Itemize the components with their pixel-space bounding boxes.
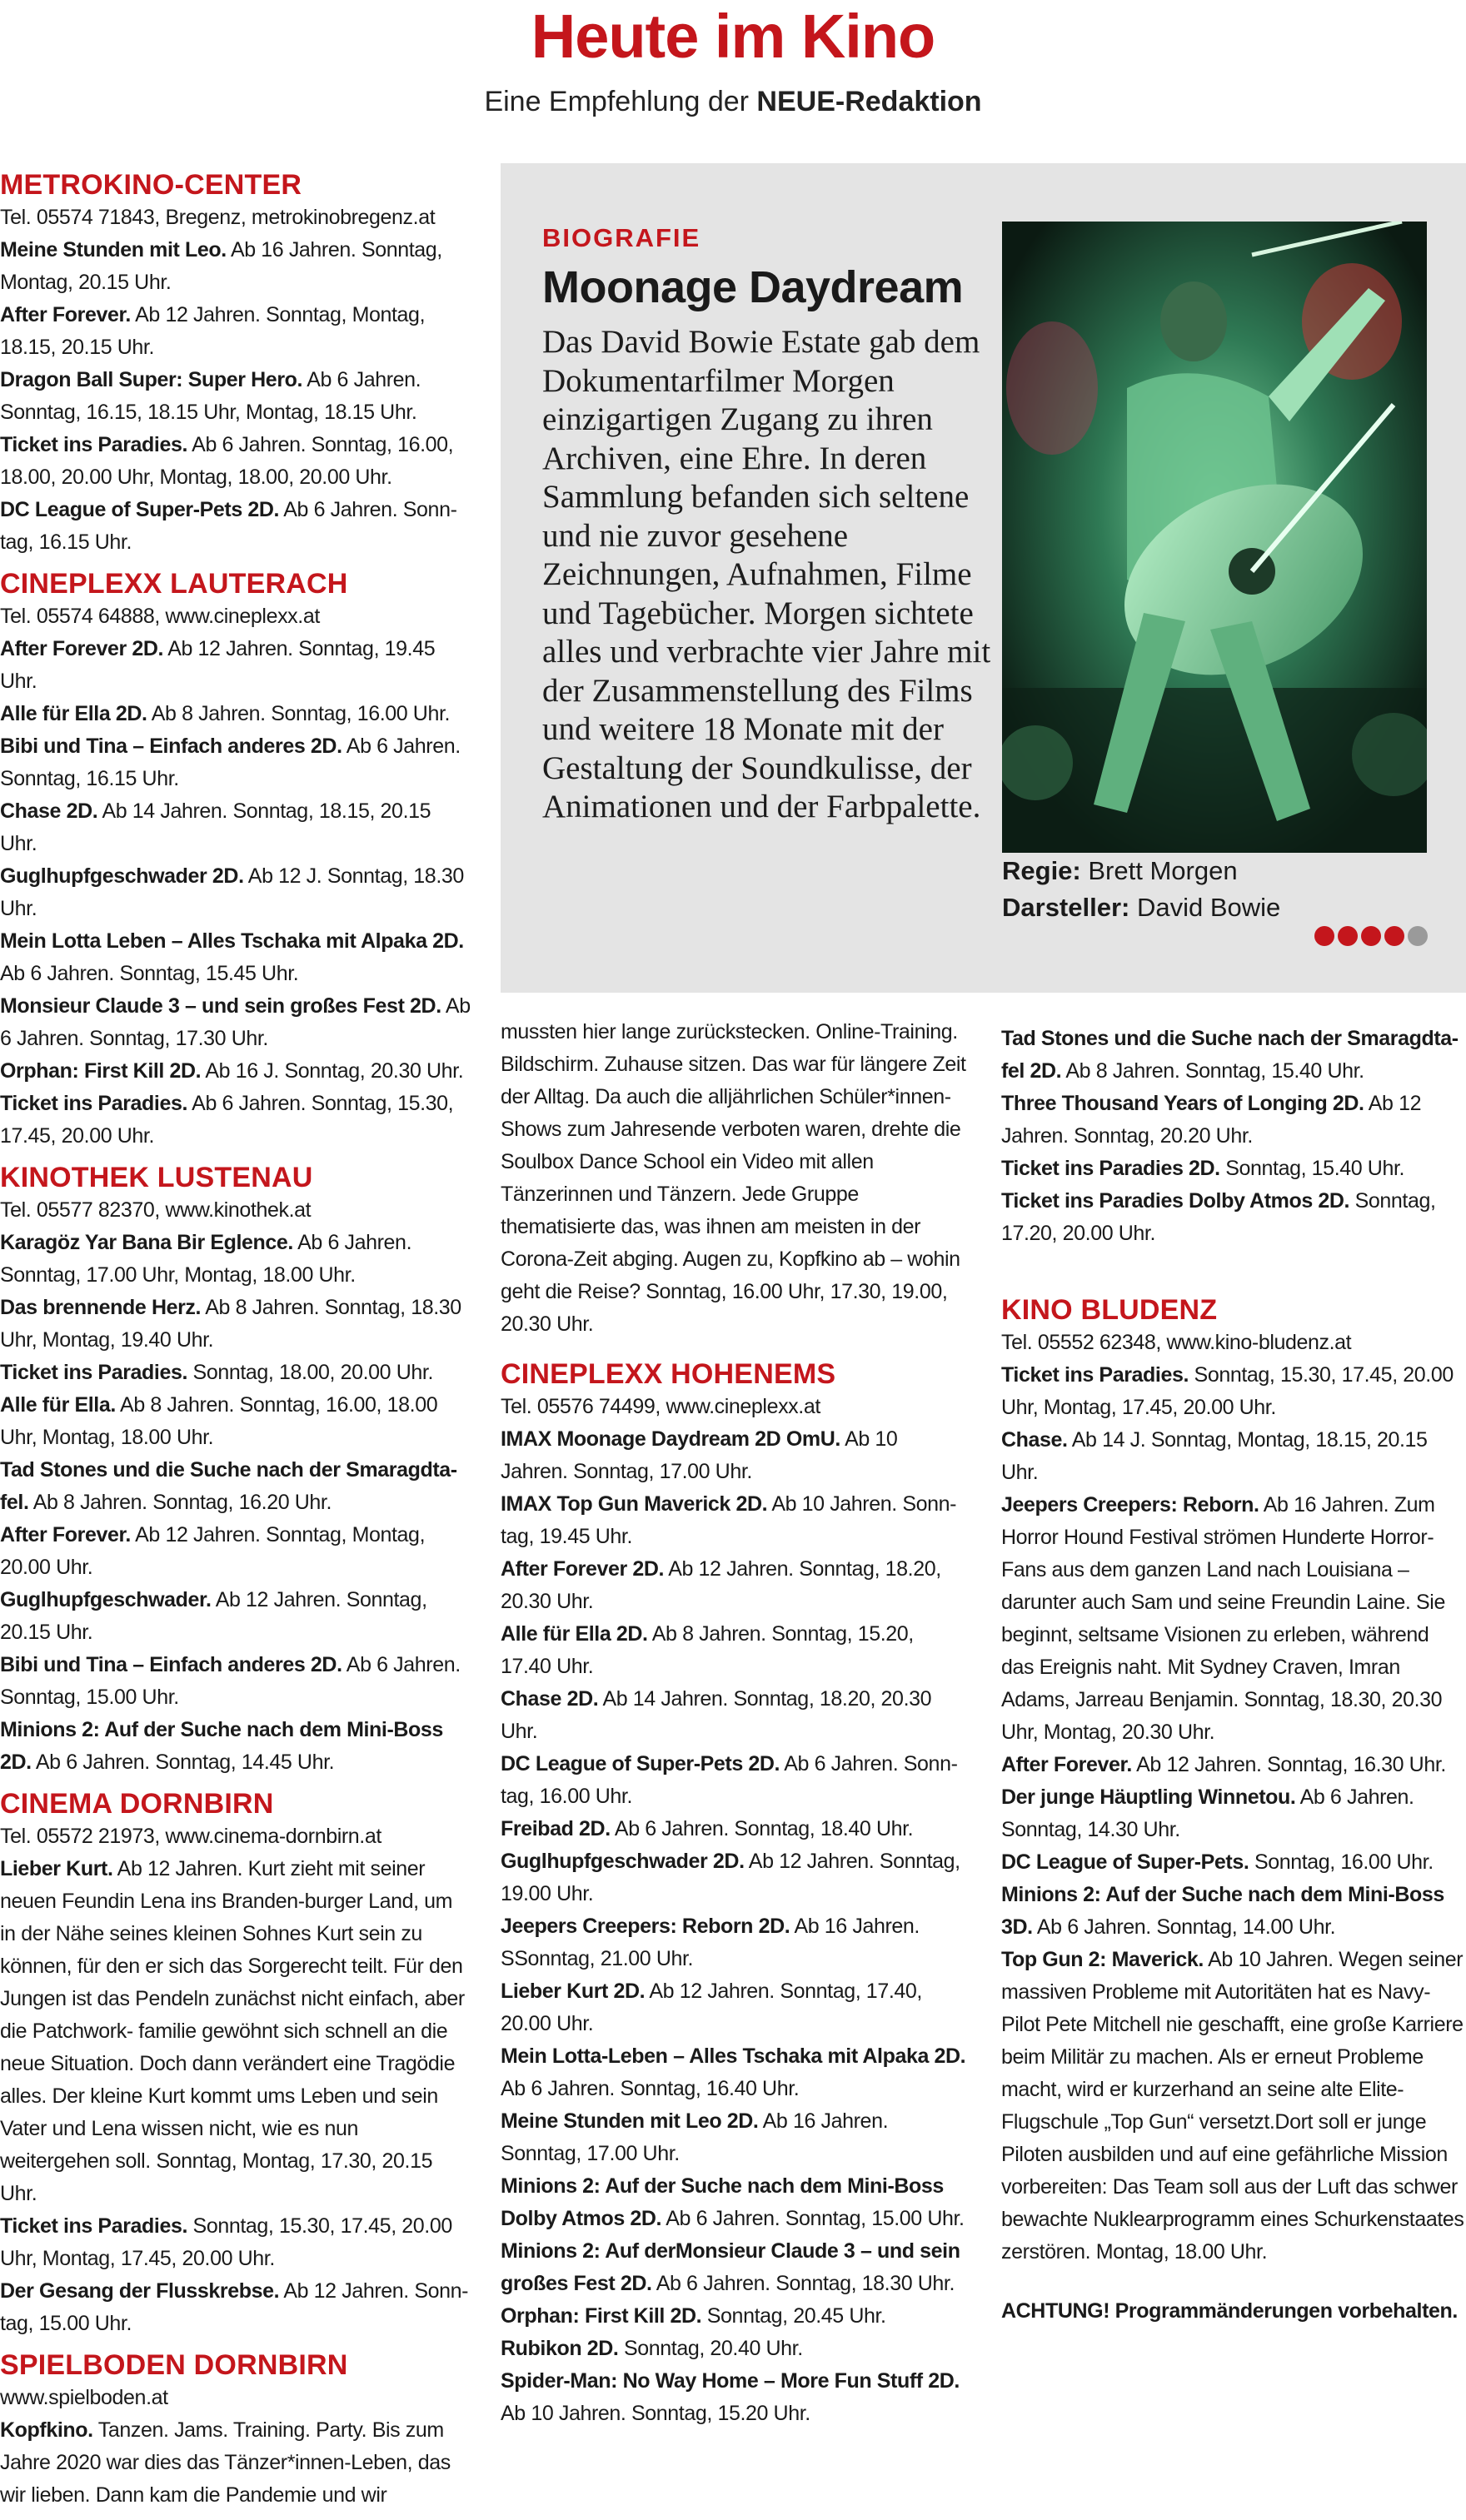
film-info: Ab 6 Jahren. Sonntag, 16.40 Uhr. <box>501 2077 800 2100</box>
film-title: Monsieur Claude 3 – und sein großes Fest 2D. <box>0 994 441 1018</box>
film-title: Karagöz Yar Bana Bir Eglence. <box>0 1231 293 1254</box>
film-title: Top Gun 2: Maverick. <box>1001 1948 1204 1971</box>
film-info: Ab 8 Jahren. Sonntag, 15.20, 17.40 Uhr. <box>501 1622 914 1678</box>
film-info: Ab 16 Jahren. Zum Horror Hound Festival strömen Hunderte Horror-Fans aus dem ganzen Land nach Louisiana – darunter auch Sam und seine Freundin Laine. Sie beginnt, seltsame Visionen zu erleben, während das Ereignis naht. Mit Sydney Craven, Imran Adams, Jarreau Benjamin. Sonntag, 18.30, 20.30 Uhr, Montag, 20.30 Uhr. <box>1001 1493 1445 1744</box>
listing-entry <box>501 1813 968 1845</box>
film-title: Minions 2: Auf der Suche nach dem Mini-Boss 2D. <box>0 1718 443 1774</box>
subtitle-brand: NEUE-Redaktion <box>756 86 982 117</box>
film-info: Ab 6 Jahren. Sonntag, 16.15, 18.15 Uhr, Montag, 18.15 Uhr. <box>0 368 421 424</box>
film-title: IMAX Top Gun Maverick 2D. <box>501 1492 768 1516</box>
listing-entry <box>0 1853 471 2210</box>
cinema-contact: www.spielboden.at <box>0 2386 168 2409</box>
cinema-contact: Tel. 05577 82370, www.kinothek.at <box>0 1198 312 1222</box>
film-info: Ab 12 Jahren. Sonntag, 19.45 Uhr. <box>0 637 436 693</box>
film-title: Der Gesang der Flusskrebse. <box>0 2279 280 2303</box>
film-title: Alle für Ella 2D. <box>0 702 147 725</box>
film-title: Mein Lotta Leben – Alles Tschaka mit Alpaka 2D. <box>0 929 464 953</box>
cinema-contact: Tel. 05574 71843, Bregenz, metrokinobregenz.at <box>0 206 436 229</box>
spacer <box>1001 1250 1464 1288</box>
listing-entry <box>0 698 471 730</box>
listing-entry <box>0 633 471 698</box>
listing-entry <box>501 1748 968 1813</box>
film-title: Das brennende Herz. <box>0 1296 202 1319</box>
listing-entry <box>0 1055 471 1088</box>
film-title: Alle für Ella 2D. <box>501 1622 648 1646</box>
feature-title: Moonage Daydream <box>542 262 964 312</box>
film-title: Minions 2: Auf der Suche nach dem Mini-Boss 3D. <box>1001 1883 1444 1939</box>
film-title: Orphan: First Kill 2D. <box>501 2304 702 2328</box>
film-title: Ticket ins Paradies. <box>0 1092 187 1115</box>
film-info: Sonntag, 15.30, 17.45, 20.00 Uhr, Montag, 17.45, 20.00 Uhr. <box>0 2214 452 2270</box>
listing-entry <box>1001 1749 1464 1781</box>
film-info: Tanzen. Jams. Training. Party. Bis zum Jahre 2020 war dies das Tänzer*innen-Leben, das wir lieben. Dann kam die Pandemie und wir <box>0 2418 451 2507</box>
film-info: Ab 10 Jahren. Sonntag, 17.00 Uhr. <box>501 1427 898 1483</box>
film-title: Guglhupfgeschwader 2D. <box>501 1850 745 1873</box>
film-title: Ticket ins Paradies 2D. <box>1001 1157 1220 1180</box>
film-info: Ab 6 Jahren. Sonntag, 16.15 Uhr. <box>0 498 457 554</box>
listing-entry <box>0 730 471 795</box>
film-info: Ab 6 Jahren. Sonntag, 18.40 Uhr. <box>610 1817 914 1840</box>
cinema-block <box>0 1161 471 1779</box>
page-subtitle <box>0 83 1466 120</box>
listing-entry <box>501 1910 968 1975</box>
listing-entry <box>501 1423 968 1488</box>
rating-dot <box>1314 926 1334 946</box>
listings-column-1 <box>0 163 471 2520</box>
rating-dot <box>1384 926 1404 946</box>
listing-entry <box>0 1389 471 1454</box>
listing-entry <box>0 925 471 990</box>
listing-entry <box>0 494 471 559</box>
film-title: Ticket ins Paradies. <box>0 433 187 456</box>
cinema-name: CINEPLEXX LAUTERACH <box>0 568 348 600</box>
film-info: Ab 12 Jahren. Sonntag, 16.30 Uhr. <box>1131 1753 1446 1776</box>
cinema-contact: Tel. 05572 21973, www.cinema-dornbirn.at <box>0 1825 381 1848</box>
film-title: Minions 2: Auf der Suche nach dem Mini-Boss Dolby Atmos 2D. <box>501 2174 944 2230</box>
film-title: Jeepers Creepers: Reborn 2D. <box>501 1915 790 1938</box>
cinema-block <box>0 567 471 1153</box>
film-title: After Forever. <box>0 303 131 326</box>
listing-entry <box>0 1454 471 1519</box>
film-info: Ab 6 Jahren. Sonntag, 15.00 Uhr. <box>0 1653 461 1709</box>
film-info: Ab 12 Jahren. Sonntag, Montag, 20.00 Uhr. <box>0 1523 426 1579</box>
film-title: Tad Stones und die Suche nach der Smaragdtafel. <box>0 1458 458 1514</box>
listings-column-3 <box>1001 1023 1464 2328</box>
rating-dots <box>1314 926 1431 949</box>
program-change-notice: ACHTUNG! Programmänderungen vorbehalten. <box>1001 2299 1458 2323</box>
film-title: DC League of Super-Pets. <box>1001 1850 1249 1874</box>
director-label: Regie: <box>1002 856 1081 885</box>
film-info: Ab 12 Jahren. Sonntag, Montag, 18.15, 20.15 Uhr. <box>0 303 426 359</box>
film-title: After Forever. <box>1001 1753 1132 1776</box>
film-title: Guglhupfgeschwader 2D. <box>0 864 244 888</box>
cinema-block <box>0 2348 471 2512</box>
cinema-name: KINO BLUDENZ <box>1001 1294 1218 1326</box>
cinema-name: CINEMA DORNBIRN <box>0 1788 274 1820</box>
listing-entry <box>0 1519 471 1584</box>
listing-entry <box>501 2105 968 2170</box>
spacer <box>1001 2277 1464 2295</box>
director-name: Brett Morgen <box>1088 856 1238 885</box>
spacer <box>501 1341 968 1352</box>
film-info: Ab 6 Jahren. Sonntag, 15.00 Uhr. <box>661 2207 965 2230</box>
film-info: Ab 12 Jahren. Kurt zieht mit seiner neuen Feundin Lena ins Branden-burger Land, um in der Nähe seines kleinen Sohnes Kurt sein zu können, für den er sich das Sorgerecht teilt. Für den Jungen ist das Pendeln zunächst nicht einfach, aber die Patchwork- familie gewöhnt sich schnell an die neue Situation. Doch dann verändert eine Tragödie alles. Der kleine Kurt kommt ums Leben und sein Vater und Lena wissen nicht, wie es nun weitergehen soll. Sonntag, Montag, 17.30, 20.15 Uhr. <box>0 1857 465 2205</box>
film-info: Ab 8 Jahren. Sonntag, 15.40 Uhr. <box>1061 1059 1364 1083</box>
listing-entry <box>0 2275 471 2340</box>
film-title: Tad Stones und die Suche nach der Smaragdtafel 2D. <box>1001 1027 1459 1083</box>
subtitle-prefix: Eine Empfehlung der <box>484 86 757 117</box>
feature-box <box>501 163 1466 993</box>
film-info: Ab 6 Jahren. Sonntag, 16.00, 18.00, 20.00 Uhr, Montag, 18.00, 20.00 Uhr. <box>0 433 454 489</box>
listing-entry <box>501 1618 968 1683</box>
listing-entry <box>501 2235 968 2300</box>
listing-entry <box>0 860 471 925</box>
listing-entry <box>501 1975 968 2040</box>
listing-entry <box>501 1488 968 1553</box>
film-title: Rubikon 2D. <box>501 2337 619 2360</box>
film-info: Ab 8 Jahren. Sonntag, 18.30 Uhr, Montag, 19.40 Uhr. <box>0 1296 461 1352</box>
rating-dot <box>1338 926 1358 946</box>
film-title: IMAX Moonage Daydream 2D OmU. <box>501 1427 840 1451</box>
film-title: Meine Stunden mit Leo 2D. <box>501 2109 759 2133</box>
film-title: Lieber Kurt. <box>0 1857 113 1880</box>
film-info: Sonntag, 20.45 Uhr. <box>701 2304 886 2328</box>
cinema-name: METROKINO-CENTER <box>0 169 302 201</box>
cinema-block <box>0 168 471 559</box>
listing-entry <box>0 1584 471 1649</box>
film-info: Ab 6 Jahren. Sonntag, 15.30, 17.45, 20.00 Uhr. <box>0 1092 454 1148</box>
cast-label: Darsteller: <box>1002 893 1130 922</box>
film-info: Ab 12 Jahren. Sonntag, 20.15 Uhr. <box>0 1588 427 1644</box>
listing-entry <box>1001 1846 1464 1879</box>
film-info: Ab 16 Jahren. SSonntag, 21.00 Uhr. <box>501 1915 920 1970</box>
film-title: Chase 2D. <box>0 799 98 823</box>
film-info: Ab 14 J. Sonntag, Montag, 18.15, 20.15 Uhr. <box>1001 1428 1428 1484</box>
film-title: Ticket ins Paradies. <box>1001 1363 1189 1387</box>
listing-entry <box>501 1553 968 1618</box>
film-info: Ab 6 Jahren. Sonntag, 18.30 Uhr. <box>651 2272 955 2295</box>
film-title: Minions 2: Auf derMonsieur Claude 3 – und sein großes Fest 2D. <box>501 2239 960 2295</box>
film-title: Kopfkino. <box>0 2418 93 2442</box>
film-title: Three Thousand Years of Longing 2D. <box>1001 1092 1364 1115</box>
film-title: Freibad 2D. <box>501 1817 611 1840</box>
listing-entry <box>501 1683 968 1748</box>
listing-entry <box>0 1357 471 1389</box>
film-info: Ab 6 Jahren. Sonntag, 16.00 Uhr. <box>501 1752 958 1808</box>
film-info: Ab 6 Jahren. Sonntag, 15.45 Uhr. <box>0 962 299 985</box>
listing-entry <box>501 2333 968 2365</box>
film-info: Ab 6 Jahren. Sonntag, 17.00 Uhr, Montag, 18.00 Uhr. <box>0 1231 412 1287</box>
cast-name: David Bowie <box>1136 893 1281 922</box>
film-info: Ab 14 Jahren. Sonntag, 18.20, 20.30 Uhr. <box>501 1687 932 1743</box>
film-title: Ticket ins Paradies. <box>0 2214 187 2238</box>
film-info: Ab 12 Jahren. Sonntag, 15.00 Uhr. <box>0 2279 469 2335</box>
film-title: Orphan: First Kill 2D. <box>0 1059 202 1083</box>
feature-credits <box>1002 853 1427 926</box>
feature-text <box>542 222 1017 827</box>
film-info: Sonntag, 16.00 Uhr. <box>1249 1850 1434 1874</box>
film-info: Ab 8 Jahren. Sonntag, 16.00, 18.00 Uhr, Montag, 18.00 Uhr. <box>0 1393 438 1449</box>
film-info: Sonntag, 15.30, 17.45, 20.00 Uhr, Montag, 17.45, 20.00 Uhr. <box>1001 1363 1454 1419</box>
rating-dot <box>1408 926 1428 946</box>
listing-entry <box>0 429 471 494</box>
film-info: Ab 16 Jahren. Sonntag, 17.00 Uhr. <box>501 2109 889 2165</box>
film-title: DC League of Super-Pets 2D. <box>501 1752 780 1775</box>
cinema-name: SPIELBODEN DORNBIRN <box>0 2349 348 2381</box>
listing-entry <box>0 1088 471 1153</box>
feature-category: BIOGRAFIE <box>542 223 701 252</box>
film-title: Ticket ins Paradies. <box>0 1361 187 1384</box>
listing-entry <box>1001 1879 1464 1944</box>
film-title: DC League of Super-Pets 2D. <box>0 498 280 521</box>
film-title: After Forever 2D. <box>0 637 164 660</box>
listing-entry <box>0 1649 471 1714</box>
film-info: Ab 10 Jahren. Sonntag, 15.20 Uhr. <box>501 2402 810 2425</box>
listing-entry <box>0 2210 471 2275</box>
listing-entry <box>0 1714 471 1779</box>
film-title: Ticket ins Paradies Dolby Atmos 2D. <box>1001 1189 1350 1213</box>
listing-entry <box>501 2170 968 2235</box>
film-info: Sonntag, 17.20, 20.00 Uhr. <box>1001 1189 1436 1245</box>
film-info: Ab 10 Jahren. Wegen seiner massiven Probleme mit Autoritäten hat es Navy-Pilot Pete Mitchell nie geschafft, eine große Karriere beim Militär zu machen. Als er erneut Probleme macht, wird er kurzerhand an seine alte Elite-Flugschule „Top Gun“ versetzt.Dort soll er junge Piloten ausbilden und auf eine gefährliche Mission vorbereiten: Das Team soll aus der Luft das schwer bewachte Nuklearprogramm eines Schurkenstaates zerstören. Montag, 18.00 Uhr. <box>1001 1948 1464 2264</box>
listing-entry <box>1001 1781 1464 1846</box>
listing-entry <box>501 2365 968 2430</box>
film-title: Spider-Man: No Way Home – More Fun Stuff 2D. <box>501 2369 960 2393</box>
film-title: Alle für Ella. <box>0 1393 116 1417</box>
cinema-block <box>0 1787 471 2340</box>
feature-photo <box>1002 222 1427 853</box>
listing-entry <box>0 234 471 299</box>
film-title: Bibi und Tina – Einfach anderes 2D. <box>0 735 342 758</box>
film-info: Ab 6 Jahren. Sonntag, 16.15 Uhr. <box>0 735 461 790</box>
film-info: Sonntag, 18.00, 20.00 Uhr. <box>187 1361 433 1384</box>
listing-entry <box>1001 1088 1464 1153</box>
listing-entry <box>1001 1489 1464 1749</box>
film-info: Sonntag, 15.40 Uhr. <box>1219 1157 1405 1180</box>
continued-text: mussten hier lange zurückstecken. Online-Training. Bildschirm. Zuhause sitzen. Das war für längere Zeit der Alltag. Da auch die alljährlichen Schüler*innen-Shows zum Jahresende verboten waren, drehte die Soulbox Dance School ein Video mit allen Tänzerinnen und Tänzern. Jede Gruppe thematisierte das, was ihnen am meisten in der Corona-Zeit abging. Augen zu, Kopfkino ab – wohin geht die Reise? Sonntag, 16.00 Uhr, 17.30, 19.00, 20.30 Uhr. <box>501 1020 966 1336</box>
film-info: Ab 12 Jahren. Sonntag, 19.00 Uhr. <box>501 1850 960 1905</box>
cinema-block <box>1001 1293 1464 2268</box>
listing-entry <box>1001 1944 1464 2268</box>
listing-entry <box>0 1227 471 1292</box>
film-info: Ab 14 Jahren. Sonntag, 18.15, 20.15 Uhr. <box>0 799 431 855</box>
film-title: Chase. <box>1001 1428 1068 1452</box>
cinema-contact: Tel. 05574 64888, www.cineplexx.at <box>0 605 320 628</box>
cinema-contact: Tel. 05576 74499, www.cineplexx.at <box>501 1395 820 1418</box>
feature-body: Das David Bowie Estate gab dem Dokumentarfilmer Morgen einzigartigen Zugang zu ihren Archiven, eine Ehre. In deren Sammlung befanden sich seltene und nie zuvor gesehene Zeichnungen, Aufnahmen, Filme und Tagebücher. Morgen sichtete alles und verbrachte vier Jahre mit der Zusammenstellung des Films und weitere 18 Monate mit der Gestaltung der Soundkulisse, der Animationen und der Farbpalette. <box>542 324 991 824</box>
film-info: Ab 12 Jahren. Sonntag, 17.40, 20.00 Uhr. <box>501 1980 922 2035</box>
cinema-name: CINEPLEXX HOHENEMS <box>501 1358 836 1390</box>
film-title: After Forever. <box>0 1523 131 1546</box>
film-title: Der junge Häuptling Winnetou. <box>1001 1785 1296 1809</box>
film-info: Ab 12 Jahren. Sonntag, 20.20 Uhr. <box>1001 1092 1422 1148</box>
film-title: Jeepers Creepers: Reborn. <box>1001 1493 1259 1516</box>
listing-entry <box>0 990 471 1055</box>
listing-entry <box>501 1845 968 1910</box>
listing-entry <box>1001 1185 1464 1250</box>
cinema-contact: Tel. 05552 62348, www.kino-bludenz.at <box>1001 1331 1352 1354</box>
film-title: Bibi und Tina – Einfach anderes 2D. <box>0 1653 342 1676</box>
listing-entry <box>0 299 471 364</box>
film-title: After Forever 2D. <box>501 1557 665 1581</box>
film-title: Lieber Kurt 2D. <box>501 1980 646 2003</box>
listing-entry <box>0 1292 471 1357</box>
cinema-block <box>501 1357 968 2430</box>
film-title: Meine Stunden mit Leo. <box>0 238 227 261</box>
listing-entry <box>1001 1424 1464 1489</box>
film-info: Ab 10 Jahren. Sonntag, 19.45 Uhr. <box>501 1492 957 1548</box>
page-title: Heute im Kino <box>531 2 935 71</box>
listing-entry <box>1001 1359 1464 1424</box>
film-info: Ab 12 Jahren. Sonntag, 18.20, 20.30 Uhr. <box>501 1557 941 1613</box>
listing-entry <box>0 364 471 429</box>
director-line <box>1002 853 1427 889</box>
listings-column-2 <box>501 1016 968 2438</box>
listing-entry <box>0 2414 471 2512</box>
cinema-name: KINOTHEK LUSTENAU <box>0 1162 313 1193</box>
film-info: Ab 6 Jahren. Sonntag, 17.30 Uhr. <box>0 994 471 1050</box>
listing-entry <box>1001 1153 1464 1185</box>
film-info: Ab 6 Jahren. Sonntag, 14.30 Uhr. <box>1001 1785 1414 1841</box>
listing-entry <box>501 2300 968 2333</box>
film-info: Ab 8 Jahren. Sonntag, 16.20 Uhr. <box>28 1491 332 1514</box>
listing-entry <box>0 795 471 860</box>
film-info: Ab 6 Jahren. Sonntag, 14.45 Uhr. <box>31 1751 335 1774</box>
film-title: Dragon Ball Super: Super Hero. <box>0 368 303 391</box>
listing-entry <box>501 2040 968 2105</box>
film-info: Ab 12 J. Sonntag, 18.30 Uhr. <box>0 864 464 920</box>
film-info: Ab 8 Jahren. Sonntag, 16.00 Uhr. <box>147 702 451 725</box>
film-title: Chase 2D. <box>501 1687 599 1711</box>
film-info: Ab 16 Jahren. Sonntag, Montag, 20.15 Uhr. <box>0 238 442 294</box>
listing-entry <box>1001 1023 1464 1088</box>
film-title: Mein Lotta-Leben – Alles Tschaka mit Alpaka 2D. <box>501 2044 966 2068</box>
film-info: Sonntag, 20.40 Uhr. <box>618 2337 803 2360</box>
film-info: Ab 16 J. Sonntag, 20.30 Uhr. <box>201 1059 464 1083</box>
film-title: Guglhupfgeschwader. <box>0 1588 212 1611</box>
cast-line <box>1002 889 1427 926</box>
rating-dot <box>1361 926 1381 946</box>
film-info: Ab 6 Jahren. Sonntag, 14.00 Uhr. <box>1032 1915 1336 1939</box>
